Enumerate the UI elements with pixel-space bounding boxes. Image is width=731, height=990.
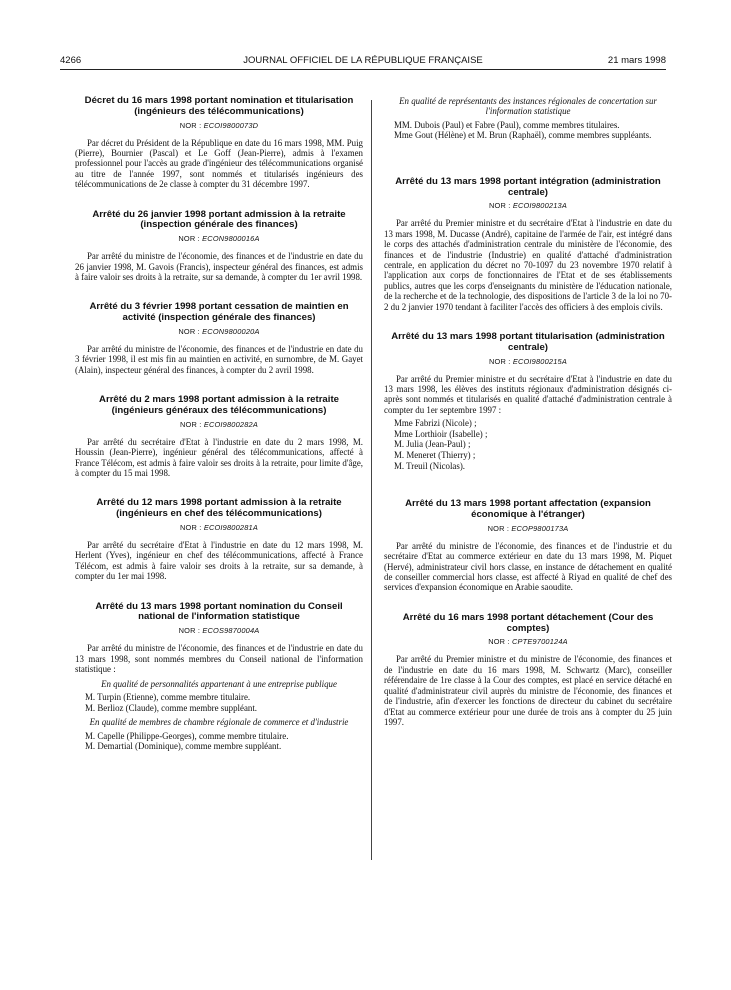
section-title: Décret du 16 mars 1998 portant nomination et titularisation (ingénieurs des télécommunications)	[84, 95, 354, 117]
section-right-0	[384, 177, 672, 312]
section-right-b-0	[384, 499, 672, 593]
nor-reference: NOR : ECOI9800213A	[489, 201, 567, 211]
appointee-name: M. Meneret (Thierry) ;	[394, 450, 476, 461]
member-line: M. Capelle (Philippe-Georges), comme membre titulaire.	[85, 730, 289, 741]
journal-title: JOURNAL OFFICIEL DE LA RÉPUBLIQUE FRANÇAISE	[243, 55, 483, 66]
section-title: Arrêté du 16 mars 1998 portant détachement (Cour des comptes)	[402, 611, 654, 634]
nor-reference: NOR : ECOS9870004A	[178, 626, 260, 636]
member-line: M. Demartial (Dominique), comme membre suppléant.	[85, 741, 282, 752]
nor-reference: NOR : ECOI9800215A	[489, 356, 567, 366]
nor-reference: NOR : ECON9800016A	[178, 234, 260, 244]
section-title: Arrêté du 13 mars 1998 portant intégration (administration centrale)	[395, 175, 661, 198]
group-heading: En qualité de membres de chambre régionale de commerce et d'industrie	[89, 717, 349, 728]
section-body: Par arrêté du ministre de l'économie, des finances et de l'industrie en date du 13 mars 1998, sont nommés membres du Conseil national de l'information statistique :	[75, 643, 363, 675]
appointee-name: Mme Lorthioir (Isabelle) ;	[394, 428, 488, 439]
section-body: Par arrêté du secrétaire d'Etat à l'industrie en date du 2 mars 1998, M. Houssin (Jean-Pierre), ingénieur général des télécommunications, affecté à France Télécom, est admis à faire valoir ses droits à la retraite, pour limite d'âge, à compter du 15 mai 1998.	[75, 436, 363, 479]
group-heading: En qualité de personnalités appartenant à une entreprise publique	[101, 678, 337, 689]
section-body: Par arrêté du ministre de l'économie, des finances et de l'industrie en date du 26 janvier 1998, M. Gavois (Francis), inspecteur général des finances, est admis à faire valoir ses droits à la retraite, sur sa demande, à compter du 1er avril 1998.	[75, 251, 363, 283]
section-body: Par décret du Président de la République en date du 16 mars 1998, MM. Puig (Pierre), Bournier (Pascal) et Le Goff (Jean-Pierre), admis à l'examen professionnel pour l'accès au grade d'ingénieur des télécommunications organisé au titre de l'année 1997, sont nommés et titularisés ingénieurs des télécommunications de 2e classe à compter du 31 décembre 1997.	[75, 137, 363, 190]
header-rule	[60, 69, 666, 70]
member-line: Mme Gout (Hélène) et M. Brun (Raphaël), comme membres suppléants.	[394, 130, 652, 141]
nor-reference: NOR : ECON9800020A	[178, 327, 260, 337]
section-left-2	[75, 302, 363, 375]
section-body: Par arrêté du Premier ministre et du secrétaire d'Etat à l'industrie en date du 13 mars 1998, les élèves des instituts régionaux d'administration désignés ci-après sont nommés et titularisés en qualité d'attaché d'administration centrale à compter du 1er septembre 1997 :	[384, 373, 672, 415]
issue-date: 21 mars 1998	[607, 55, 666, 66]
right-column	[384, 96, 672, 747]
column-divider	[371, 100, 372, 860]
section-left-3	[75, 395, 363, 478]
section-title: Arrêté du 2 mars 1998 portant admission à la retraite (ingénieurs généraux des télécommunications)	[99, 394, 339, 417]
section-body: Par arrêté du Premier ministre et du ministre de l'économie, des finances et de l'industrie en date du 16 mars 1998, M. Schwartz (Marc), conseiller référendaire de 1re classe à la Cour des comptes, est placé en service détaché en qualité d'administrateur civil auprès du ministre de l'économie, des finances et de l'industrie, afin d'exercer les fonctions de directeur du cabinet du secrétaire d'Etat au commerce extérieur pour une durée de trois ans à compter du 25 juin 1997.	[384, 654, 672, 727]
appointee-name: M. Julia (Jean-Paul) ;	[394, 439, 471, 450]
group-heading: En qualité de représentants des instances régionales de concertation sur l'information statistique	[399, 96, 657, 117]
section-title: Arrêté du 13 mars 1998 portant affectation (expansion économique à l'étranger)	[405, 498, 651, 521]
member-line: M. Berlioz (Claude), comme membre suppléant.	[85, 702, 258, 713]
appointee-name: M. Treuil (Nicolas).	[394, 460, 465, 471]
section-titularisation	[384, 332, 672, 471]
section-left-0	[75, 96, 363, 190]
section-body: Par arrêté du Premier ministre et du secrétaire d'Etat à l'industrie en date du 13 mars 1998, M. Ducasse (André), capitaine de l'armée de l'air, est intégré dans le corps des attachés d'administration centrale du ministère de l'économie, des finances et de l'industrie (Industrie) en qualité d'attaché d'administration centrale, en application du décret no 70-1097 du 23 novembre 1970 relatif à l'application aux corps de fonctionnaires de l'Etat et de ses établissements publics, autres que les corps d'enseignants du ministère de l'éducation nationale, de la recherche et de la technologie, des dispositions de l'article 3 de la loi no 70-2 du 2 janvier 1970 tendant à faciliter l'accès des officiers à des emplois civils.	[384, 218, 672, 312]
section-title: Arrêté du 12 mars 1998 portant admission à la retraite (ingénieurs en chef des télécommunications)	[96, 497, 342, 520]
section-body: Par arrêté du secrétaire d'Etat à l'industrie en date du 12 mars 1998, M. Herlent (Yves), ingénieur en chef des télécommunications, affecté à France Télécom, est admis à faire valoir ses droits à la retraite, sur sa demande, à compter du 1er mai 1998.	[75, 540, 363, 582]
appointee-name: Mme Fabrizi (Nicole) ;	[394, 418, 477, 429]
section-cnis-continued	[384, 96, 672, 141]
member-line: MM. Dubois (Paul) et Fabre (Paul), comme membres titulaires.	[394, 119, 620, 130]
section-left-1	[75, 210, 363, 283]
nor-reference: NOR : ECOI9800073D	[179, 120, 259, 130]
section-cnis	[75, 602, 363, 752]
section-left-4	[75, 498, 363, 581]
nor-reference: NOR : CPTE9700124A	[488, 637, 568, 647]
section-title: Arrêté du 26 janvier 1998 portant admission à la retraite (inspection générale des finances)	[92, 208, 346, 231]
section-title: Arrêté du 13 mars 1998 portant titularisation (administration centrale)	[391, 331, 665, 353]
nor-reference: NOR : ECOP9800173A	[487, 523, 569, 533]
left-column	[75, 96, 363, 772]
section-body: Par arrêté du ministre de l'économie, des finances et de l'industrie en date du 3 février 1998, il est mis fin au maintien en activité, en surnombre, de M. Gayet (Alain), inspecteur général des finances, à compter du 2 avril 1998.	[75, 344, 363, 375]
nor-reference: NOR : ECOI9800281A	[180, 523, 258, 533]
section-title: Arrêté du 13 mars 1998 portant nomination du Conseil national de l'information statistique	[95, 600, 343, 623]
section-right-b-1	[384, 613, 672, 727]
page-number: 4266	[60, 55, 82, 66]
section-title: Arrêté du 3 février 1998 portant cessation de maintien en activité (inspection générale des finances)	[89, 301, 349, 324]
member-line: M. Turpin (Etienne), comme membre titulaire.	[85, 691, 251, 702]
nor-reference: NOR : ECOI9800282A	[180, 419, 258, 429]
section-body: Par arrêté du ministre de l'économie, des finances et de l'industrie et du secrétaire d'Etat au commerce extérieur en date du 13 mars 1998, M. Piquet (Hervé), administrateur civil hors classe, en instance de détachement en qualité de conseiller commercial hors classe, est affecté à Riyad en qualité de chef des services d'expansion économique en Arabie saoudite.	[384, 540, 672, 593]
